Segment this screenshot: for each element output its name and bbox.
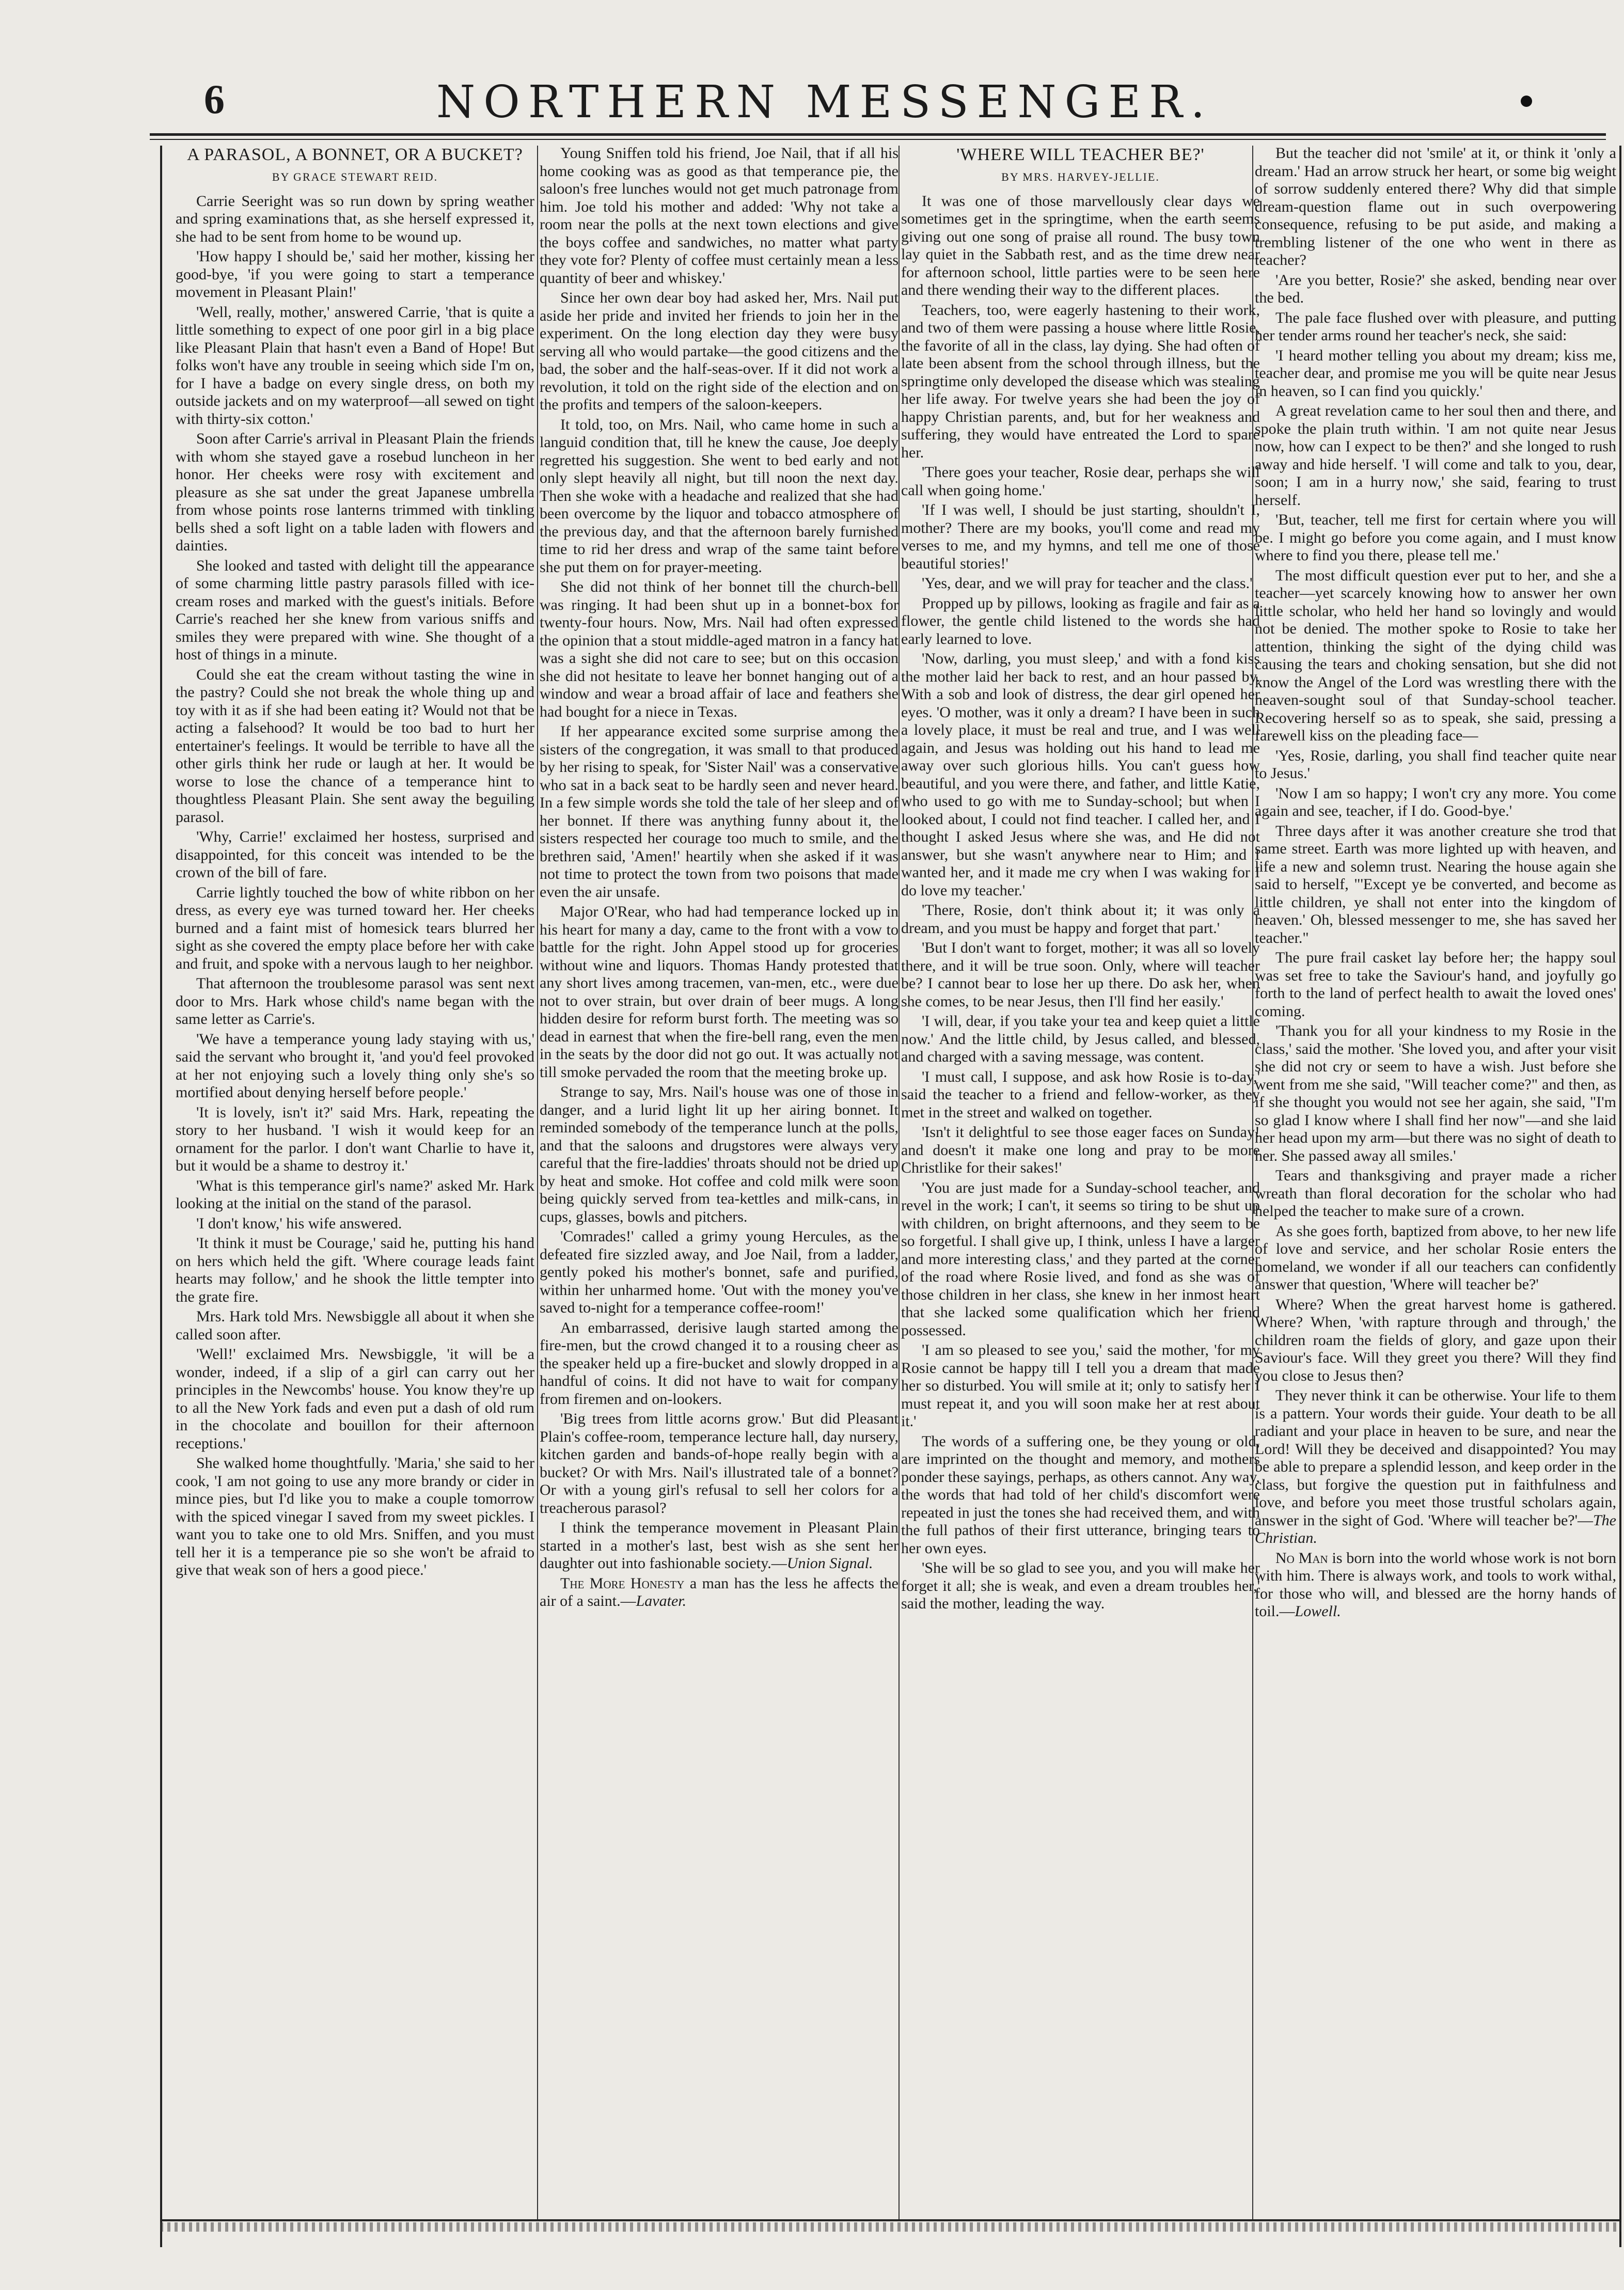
column-4 bbox=[1255, 145, 1616, 2236]
story2-paragraph: 'I must call, I suppose, and ask how Rosie is to-day,' said the teacher to a friend and fellow-worker, as they met in the street and walked on together. bbox=[901, 1068, 1260, 1121]
story2-paragraph: 'Yes, Rosie, darling, you shall find teacher quite near to Jesus.' bbox=[1255, 747, 1616, 782]
story1-title: A PARASOL, A BONNET, OR A BUCKET? bbox=[187, 145, 523, 164]
story1-paragraph: 'What is this temperance girl's name?' asked Mr. Hark looking at the initial on the stand of the parasol. bbox=[176, 1177, 534, 1212]
story1-paragraph: 'Why, Carrie!' exclaimed her hostess, surprised and disappointed, for this conceit was intended to be the crown of the bill of fare. bbox=[176, 828, 534, 881]
story2-paragraph: 'If I was well, I should be just starting, shouldn't I, mother? There are my books, you'll come and read my verses to me, and my hymns, and tell me one of those beautiful stories!' bbox=[901, 501, 1260, 572]
story2-paragraph: 'But I don't want to forget, mother; it was all so lovely there, and it will be true soon. Only, where will teacher be? I cannot bear to lose her up there. Do ask her, when she comes, to be near Jesus, then I'll find her easily.' bbox=[901, 939, 1260, 1010]
story2-body-part1 bbox=[901, 193, 1260, 1613]
story1-body-part2 bbox=[540, 145, 898, 1573]
filler-noman-lead: No Man bbox=[1275, 1549, 1328, 1567]
column-1 bbox=[176, 145, 534, 2236]
story1-paragraph: I think the temperance movement in Pleasant Plain started in a mother's last, best wish as she sent her daughter out into fashionable society.—Union Signal. bbox=[540, 1519, 898, 1572]
story2-paragraph: 'Are you better, Rosie?' she asked, bending near over the bed. bbox=[1255, 271, 1616, 306]
story1-paragraph: Young Sniffen told his friend, Joe Nail, that if all his home cooking was as good as that temperance pie, the saloon's free lunches would not get much patronage from him. Joe told his mother and added: 'Why not take a room near the polls at the next town elections and give the boys coffee and sandwiches, no matter what party they vote for? Plenty of coffee must certainly mean a less quantity of beer and whiskey.' bbox=[540, 145, 898, 287]
story2-paragraph: Teachers, too, were eagerly hastening to their work, and two of them were passing a house where little Rosie, the favorite of all in the class, lay dying. She had often of late been absent from the school through illness, but the springtime only developed the disease which was stealing her life away. For twelve years she had been the joy of happy Christian parents, and, but for her weakness and suffering, they would have entreated the Lord to spare her. bbox=[901, 301, 1260, 461]
bottom-rule bbox=[160, 2219, 1621, 2221]
story2-paragraph: 'Thank you for all your kindness to my Rosie in the class,' said the mother. 'She loved you, and after your visit she did not cry or seem to have a wish. Just before she went from me she said, "Will teacher come?" and then, as if she thought you would not see her again, she said, "I'm so glad I know where I shall find her now"—and she laid her head upon my arm—but there was no sight of death to her. She passed away all smiles.' bbox=[1255, 1022, 1616, 1164]
story2-paragraph: 'Isn't it delightful to see those eager faces on Sunday! and doesn't it make one long and pray to be more Christlike for their sakes!' bbox=[901, 1124, 1260, 1176]
filler-honesty-source: Lavater. bbox=[636, 1592, 687, 1609]
column-2 bbox=[540, 145, 898, 2236]
story2-paragraph: As she goes forth, baptized from above, to her new life of love and service, and her scholar Rosie enters the homeland, we wonder if all our teachers can confidently answer that question, 'Where will teacher be?' bbox=[1255, 1222, 1616, 1293]
story1-paragraph: 'Big trees from little acorns grow.' But did Pleasant Plain's coffee-room, temperance lecture hall, day nursery, kitchen garden and bands-of-hope really begin with a bucket? Or with Mrs. Nail's illustrated tale of a bonnet? Or with a young girl's refusal to sell her colors for a treacherous parasol? bbox=[540, 1410, 898, 1517]
column-divider-2 bbox=[898, 146, 900, 2221]
story1-paragraph: 'Comrades!' called a grimy young Hercules, as the defeated fire sizzled away, and Joe Nail, from a ladder, gently poked his mother's bonnet, safe and purified, within her unharmed home. 'Out with the money you've saved to-night for a temperance coffee-room!' bbox=[540, 1228, 898, 1316]
story1-paragraph: An embarrassed, derisive laugh started among the fire-men, but the crowd changed it to a rousing cheer as the speaker held up a fire-bucket and slowly dropped in a handful of coins. It did not have to wait for company from firemen and on-lookers. bbox=[540, 1319, 898, 1408]
column-3 bbox=[901, 145, 1260, 2236]
story2-paragraph: A great revelation came to her soul then and there, and spoke the plain truth within. 'I am not quite near Jesus now, how can I expect to be then?' and she longed to rush away and hide herself. 'I will come and talk to you, dear, soon; I am in a hurry now,' she said, fearing to trust herself. bbox=[1255, 402, 1616, 509]
story1-paragraph: 'Well, really, mother,' answered Carrie, 'that is quite a little something to expect of one poor girl in a big place like Pleasant Plain that hasn't even a Band of Hope! But folks won't have any trouble in seeing which side I'm on, for I have a badge on every single dress, on both my outside jackets and on my waterproof—all sewed on tight with thirty-six cotton.' bbox=[176, 303, 534, 428]
paper-title: NORTHERN MESSENGER. bbox=[436, 76, 1213, 128]
story1-paragraph: She looked and tasted with delight till the appearance of some charming little pastry parasols filled with ice-cream roses and marked with the guest's initials. Before Carrie's reached her she knew from various sniffs and smiles they were prepared with wine. She thought of a host of things in a minute. bbox=[176, 557, 534, 663]
story1-paragraph: 'How happy I should be,' said her mother, kissing her good-bye, 'if you were going to start a temperance movement in Pleasant Plain!' bbox=[176, 248, 534, 301]
story2-byline: BY MRS. HARVEY-JELLIE. bbox=[1001, 170, 1160, 183]
story1-paragraph: Since her own dear boy had asked her, Mrs. Nail put aside her pride and invited her friends to join her in the experiment. On the long election day they were busy serving all who would partake—the good citizens and the bad, the sober and the half-seas-over. If it did not work a revolution, it told on the right side of the election and on the profits and tempers of the saloon-keepers. bbox=[540, 289, 898, 413]
story1-paragraph: She walked home thoughtfully. 'Maria,' she said to her cook, 'I am not going to use any more brandy or cider in mince pies, but I'd like you to make a couple tomorrow with the spiced vinegar I saved from my sweet pickles. I want you to take one to old Mrs. Sniffen, and you must tell her it is a temperance pie so she won't be afraid to give that weak son of hers a good piece.' bbox=[176, 1455, 534, 1578]
story2-paragraph: 'But, teacher, tell me first for certain where you will be. I might go before you come again, and I must know where to find you there, please tell me.' bbox=[1255, 511, 1616, 564]
column-divider-1 bbox=[537, 146, 538, 2221]
story1-paragraph: 'It is lovely, isn't it?' said Mrs. Hark, repeating the story to her husband. 'I wish it would keep for an ornament for the parlor. I don't want Charlie to have it, but it would be a shame to destroy it.' bbox=[176, 1103, 534, 1174]
story2-paragraph: The words of a suffering one, be they young or old, are imprinted on the thought and memory, and mothers ponder these sayings, perhaps, as others cannot. Any way, the words that had told of her child's discomfort were repeated in just the tones she had received them, and with the full pathos of their first utterance, bringing tears to her own eyes. bbox=[901, 1432, 1260, 1557]
story1-source: Union Signal. bbox=[786, 1555, 873, 1572]
story2-paragraph: The most difficult question ever put to her, and she a teacher—yet scarcely knowing how to answer her own little scholar, who held her hand so lovingly and would not be denied. The mother spoke to Rosie to take her attention, thinking the sight of the dying child was causing the tears and choking sensation, but she did not know the Angel of the Lord was wrestling there with the heaven-sought soul of that Sunday-school teacher. Recovering herself so as to speak, she said, pressing a farewell kiss on the pleading face— bbox=[1255, 566, 1616, 744]
story1-paragraph: Could she eat the cream without tasting the wine in the pastry? Could she not break the whole thing up and toy with it as if she had been eating it? Would not that be acting a falsehood? It would be too bad to hurt her entertainer's feelings. It would be terrible to have all the other girls think her rude or laugh at her. It would be worse to lose the chance of a temperance hint to thoughtless Pleasant Plain. She sent away the beguiling parasol. bbox=[176, 666, 534, 826]
story2-paragraph: 'She will be so glad to see you, and you will make her forget it all; she is weak, and even a dream troubles her,' said the mother, leading the way. bbox=[901, 1559, 1260, 1612]
story1-paragraph: 'Well!' exclaimed Mrs. Newsbiggle, 'it will be a wonder, indeed, if a slip of a girl can carry out her principles in the Newcombs' house. You know they're up to all the New York fads and even put a dash of old rum in the chocolate and bouillon for their afternoon receptions.' bbox=[176, 1346, 534, 1452]
story2-body-part2 bbox=[1255, 145, 1616, 1547]
story1-body-part1 bbox=[176, 193, 534, 1580]
story2-paragraph: 'Now, darling, you must sleep,' and with a fond kiss the mother laid her back to rest, and an hour passed by. With a sob and look of distress, the dear girl opened her eyes. 'O mother, was it only a dream? I have been in such a lovely place, it must be real and true, and I was well again, and Jesus was holding out his hand to lead me away over such glorious hills. You can't guess how beautiful, and you were there, and father, and little Katie, who used to go with me to Sunday-school; but when I looked about, I could not find teacher. I called her, and I thought I asked Jesus where she was, and He did not answer, but she wasn't anywhere near to Him; and I wanted her, and it made me cry when I was waking for I do love my teacher.' bbox=[901, 650, 1260, 899]
filler-noman-text: is born into the world whose work is not born with him. There is always work, and tools to work withal, for those who will, and blessed are the horny hands of toil.— bbox=[1255, 1549, 1616, 1620]
story1-paragraph: That afternoon the troublesome parasol was sent next door to Mrs. Hark whose child's name began with the same letter as Carrie's. bbox=[176, 975, 534, 1028]
story2-paragraph: The pale face flushed over with pleasure, and putting her tender arms round her teacher's neck, she said: bbox=[1255, 309, 1616, 344]
story1-paragraph: Carrie lightly touched the bow of white ribbon on her dress, as every eye was turned toward her. Her cheeks burned and a faint mist of homesick tears blurred her sight as she covered the empty place before her with cake and fruit, and spoke with a nervous laugh to her neighbor. bbox=[176, 883, 534, 972]
story2-paragraph: 'I heard mother telling you about my dream; kiss me, teacher dear, and promise me you will be quite near Jesus in heaven, so I can find you quickly.' bbox=[1255, 346, 1616, 400]
filler-noman-source: Lowell. bbox=[1295, 1603, 1341, 1620]
story1-paragraph: Soon after Carrie's arrival in Pleasant Plain the friends with whom she stayed gave a rosebud luncheon in her honor. Her cheeks were rosy with excitement and pleasure as she sat under the great Japanese umbrella from whose points rose lanterns trimmed with tinkling bells shed a soft light on a table laden with flowers and dainties. bbox=[176, 430, 534, 554]
story2-paragraph: Tears and thanksgiving and prayer made a richer wreath than floral decoration for the scholar who had helped the teacher to make sure of a crown. bbox=[1255, 1167, 1616, 1220]
story2-paragraph: They never think it can be otherwise. Your life to them is a pattern. Your words their guide. Your death to be all radiant and your place in heaven to be sure, and near the Lord! Will they be deceived and disappointed? You may be able to prepare a splendid lesson, and keep order in the class, but forgive the question put in faithfulness and love, and before you meet those trustful scholars again, answer in the sight of God. 'Where will teacher be?'—The Christian. bbox=[1255, 1387, 1616, 1546]
story2-paragraph: Three days after it was another creature she trod that same street. Earth was more lighted up with heaven, and life a new and solemn trust. Nearing the house again she said to herself, "'Except ye be converted, and become as little children, ye shall not enter into the kingdom of heaven.' Oh, blessed messenger to me, she has saved her teacher." bbox=[1255, 822, 1616, 946]
story1-paragraph: It told, too, on Mrs. Nail, who came home in such a languid condition that, till he knew the cause, Joe deeply regretted his suggestion. She went to bed early and not only slept heavily all night, but till noon the next day. Then she woke with a headache and realized that she had been overcome by the liquor and tobacco atmosphere of the previous day, and that the afternoon barely furnished time to rid her dress and wrap of the same taint before she put them on for prayer-meeting. bbox=[540, 416, 898, 576]
story2-paragraph: 'Yes, dear, and we will pray for teacher and the class.' bbox=[922, 575, 1253, 592]
story2-paragraph: Propped up by pillows, looking as fragile and fair as a flower, the gentle child listened to the words she had early learned to love. bbox=[901, 594, 1260, 647]
story1-paragraph: Carrie Seeright was so run down by spring weather and spring examinations that, as she herself expressed it, she had to be sent from home to be wound up. bbox=[176, 192, 534, 245]
story2-paragraph: The pure frail casket lay before her; the happy soul was set free to take the Saviour's hand, and joyfully go forth to the land of perfect health to await the loved ones' coming. bbox=[1255, 949, 1616, 1020]
story2-paragraph: 'There goes your teacher, Rosie dear, perhaps she will call when going home.' bbox=[901, 464, 1260, 499]
story1-paragraph: If her appearance excited some surprise among the sisters of the congregation, it was small to that produced by her rising to speak, for 'Sister Nail' was a conservative who sat in a back seat to be hardly seen and never heard. In a few simple words she told the tale of her sleep and of her bonnet. If there was anything funny about it, the sisters respected her courage too much to smile, and the brethren said, 'Amen!' heartily when she asked if it was not time to protect the town from two poisons that made even the air unsafe. bbox=[540, 723, 898, 901]
story2-paragraph: 'Now I am so happy; I won't cry any more. You come again and see, teacher, if I do. Good-bye.' bbox=[1255, 784, 1616, 819]
story2-paragraph: Where? When the great harvest home is gathered. Where? When, 'with rapture through and through,' the children roam the fields of glory, and gaze upon their Saviour's face. Will they greet you there? Will they find you close to Jesus then? bbox=[1255, 1296, 1616, 1384]
filler-honesty bbox=[540, 1575, 898, 1610]
story2-source: The Christian. bbox=[1255, 1511, 1616, 1546]
filler-honesty-lead: The More Honesty bbox=[560, 1574, 685, 1592]
filler-honesty-text: a man has the less he affects the air of a saint.— bbox=[540, 1574, 898, 1609]
story2-paragraph: 'You are just made for a Sunday-school teacher, and revel in the work; I can't, it seems so tiring to be shut up with children, on bright afternoons, and they seem to be so forgetful. I shall give up, I think, unless I have a larger and more interesting class,' and they parted at the corner of the road where Rosie lived, and fond as she was of those children in her class, she knew in her inmost heart that she lacked some qualification which her friend possessed. bbox=[901, 1179, 1260, 1339]
story1-paragraph: 'It think it must be Courage,' said he, putting his hand on hers which held the gift. 'Where courage leads faint hearts may follow,' and he shook the little tempter into the grate fire. bbox=[176, 1235, 534, 1305]
story2-paragraph: 'I am so pleased to see you,' said the mother, 'for my Rosie cannot be happy till I tell you a dream that made her so disturbed. You will smile at it; only to satisfy her I must repeat it, and you will soon make her at rest about it.' bbox=[901, 1341, 1260, 1430]
story1-paragraph: 'I don't know,' his wife answered. bbox=[196, 1214, 402, 1232]
page-number: 6 bbox=[204, 77, 225, 122]
bottom-ornament bbox=[160, 2222, 1621, 2232]
story1-paragraph: Mrs. Hark told Mrs. Newsbiggle all about it when she called soon after. bbox=[176, 1308, 534, 1343]
story1-paragraph: Strange to say, Mrs. Nail's house was one of those in danger, and a lurid light lit up her airing bonnet. It reminded somebody of the temperance lunch at the polls, and that the saloons and drugstores were always very careful that the fire-laddies' throats should not be dried up by heat and smoke. Hot coffee and cold milk were soon being quickly served from tea-kettles and milk-cans, in cups, glasses, bowls and pitchers. bbox=[540, 1083, 898, 1225]
story2-paragraph: It was one of those marvellously clear days we sometimes get in the springtime, when the earth seems giving out one song of praise all round. The busy town lay quiet in the Sabbath rest, and as the time drew near for afternoon school, little parties were to be seen here and there wending their way to the different places. bbox=[901, 192, 1260, 298]
story1-byline: BY GRACE STEWART REID. bbox=[272, 170, 438, 183]
masthead-dot bbox=[1521, 96, 1532, 107]
story2-title: 'WHERE WILL TEACHER BE?' bbox=[956, 145, 1205, 164]
story2-paragraph: 'There, Rosie, don't think about it; it was only a dream, and you must be happy and forget that part.' bbox=[901, 902, 1260, 937]
masthead-rule bbox=[150, 133, 1606, 140]
story2-paragraph: But the teacher did not 'smile' at it, or think it 'only a dream.' Had an arrow struck her heart, or some big weight of sorrow suddenly entered there? Why did that simple dream-question flame out in such overpowering consequence, refusing to be put aside, and making a trembling listener of the one who went in there as teacher? bbox=[1255, 145, 1616, 269]
story1-paragraph: She did not think of her bonnet till the church-bell was ringing. It had been shut up in a bonnet-box for twenty-four hours. Now, Mrs. Nail had often expressed the opinion that a stout middle-aged matron in a fancy hat was a sight she did not care to see; but on this occasion she did not hesitate to leave her bonnet hanging out of a window and wear a broad affair of lace and feathers she had bought for a niece in Texas. bbox=[540, 578, 898, 720]
story1-paragraph: Major O'Rear, who had had temperance locked up in his heart for many a day, came to the front with a vow to battle for the right. John Appel stood up for groceries without wine and liquors. Thomas Handy protested that any short lives among tracemen, van-men, etc., were due not to over strain, but over drain of beer mugs. A long hidden desire for reform burst forth. The meeting was so dead in earnest that when the fire-bell rang, even the men in the seats by the door did not go out. It was actually not till smoke pervaded the room that the meeting broke up. bbox=[540, 903, 898, 1081]
story1-paragraph: 'We have a temperance young lady staying with us,' said the servant who brought it, 'and you'd feel provoked at her not enjoying such a lovely thing only she's so mortified about denying herself before people.' bbox=[176, 1030, 534, 1101]
story2-paragraph: 'I will, dear, if you take your tea and keep quiet a little now.' And the little child, by Jesus called, and blessed, and charged with a saving message, was content. bbox=[901, 1013, 1260, 1065]
filler-noman bbox=[1255, 1550, 1616, 1621]
